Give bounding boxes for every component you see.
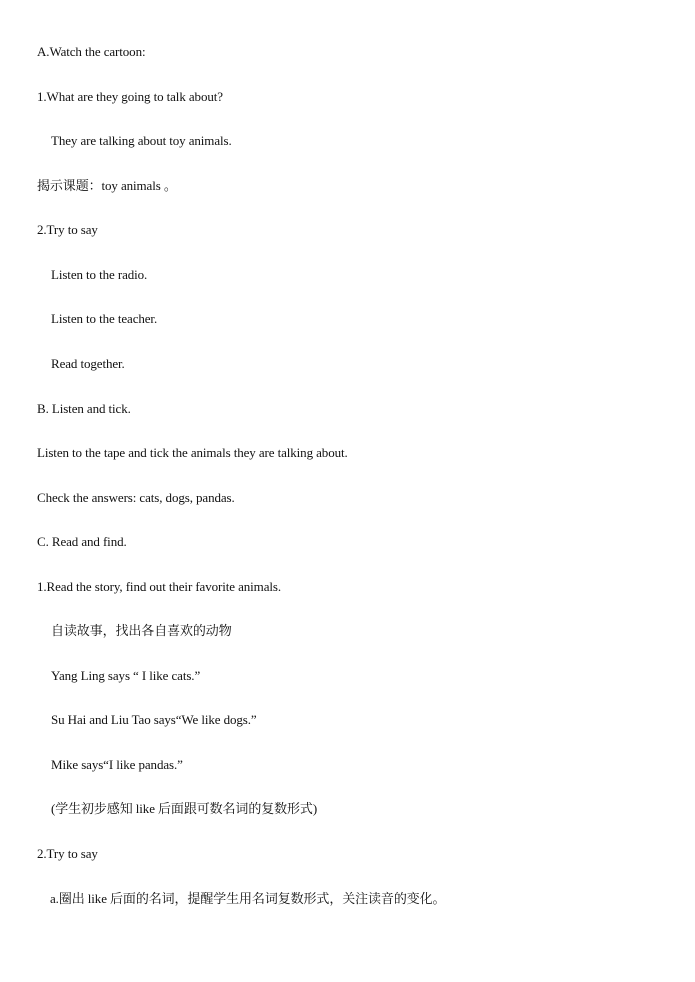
topic-reveal: 揭示课题：toy animals 。 (37, 178, 177, 193)
step-listen-teacher: Listen to the teacher. (51, 311, 158, 326)
quote-yang-ling: Yang Ling says “ I like cats.” (51, 668, 201, 683)
try-to-say-heading: 2.Try to say (37, 222, 98, 237)
answer-1: They are talking about toy animals. (51, 133, 232, 148)
step-listen-radio: Listen to the radio. (51, 267, 148, 282)
self-read-note: 自读故事，找出各自喜欢的动物 (51, 623, 232, 638)
check-answers: Check the answers: cats, dogs, pandas. (37, 490, 235, 505)
plural-note: (学生初步感知 like 后面跟可数名词的复数形式) (51, 801, 318, 816)
step-a-circle-nouns: a.圈出 like 后面的名词，提醒学生用名词复数形式，关注读音的变化。 (50, 891, 446, 906)
section-b-instruction: Listen to the tape and tick the animals they are talking about. (37, 445, 348, 460)
step-read-together: Read together. (51, 356, 125, 371)
quote-su-hai-liu-tao: Su Hai and Liu Tao says“We like dogs.” (51, 712, 257, 727)
section-a-heading: A.Watch the cartoon: (37, 44, 146, 59)
try-to-say-heading-2: 2.Try to say (37, 846, 98, 861)
section-b-heading: B. Listen and tick. (37, 401, 131, 416)
question-1: 1.What are they going to talk about? (37, 89, 223, 104)
section-c-task-1: 1.Read the story, find out their favorite animals. (37, 579, 281, 594)
section-c-heading: C. Read and find. (37, 534, 127, 549)
quote-mike: Mike says“I like pandas.” (51, 757, 183, 772)
